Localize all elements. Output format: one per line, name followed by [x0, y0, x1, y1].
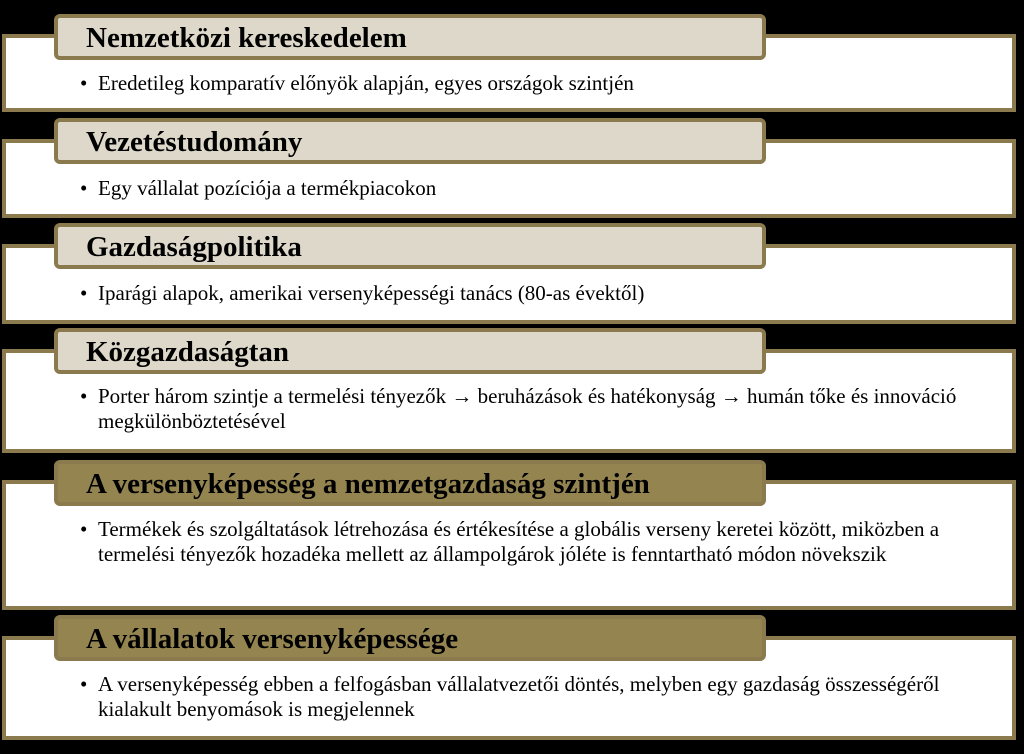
bullet-icon: •	[80, 384, 88, 408]
section-2-title: Vezetéstudomány	[86, 126, 303, 158]
bullet-icon: •	[80, 672, 88, 696]
section-1-header	[54, 14, 766, 60]
bullet-icon: •	[80, 281, 88, 305]
section-6-bullet	[80, 672, 1004, 722]
section-3-header	[54, 223, 766, 269]
section-2-text: Egy vállalat pozíciója a termékpiacokon	[98, 176, 437, 200]
section-1-text: Eredetileg komparatív előnyök alapján, egyes országok szintjén	[98, 71, 634, 95]
section-3-text: Iparági alapok, amerikai versenyképességi tanács (80-as évektől)	[98, 281, 645, 305]
section-4-bullet	[80, 384, 1004, 434]
section-2-header	[54, 118, 766, 164]
section-3-bullet	[80, 281, 1004, 306]
section-5-text: Termékek és szolgáltatások létrehozása és értékesítése a globális verseny keretei között, miközben a termelési tényezők hozadéka mellett az állampolgárok jóléte is fenntartható módon növekszik	[98, 517, 940, 566]
section-6-text: A versenyképesség ebben a felfogásban vállalatvezetői döntés, melyben egy gazdaság összességéről kialakult benyomások is megjelennek	[98, 672, 940, 721]
section-5-title: A versenyképesség a nemzetgazdaság szintjén	[86, 468, 650, 500]
section-4-title: Közgazdaságtan	[86, 336, 289, 368]
section-5-bullet	[80, 517, 1004, 567]
bullet-icon: •	[80, 71, 88, 95]
section-6-title: A vállalatok versenyképessége	[86, 623, 459, 655]
section-1-bullet	[80, 71, 1004, 96]
section-1-title: Nemzetközi kereskedelem	[86, 22, 407, 54]
section-4-header	[54, 328, 766, 374]
bullet-icon: •	[80, 176, 88, 200]
section-2-bullet	[80, 176, 1004, 201]
section-5-header	[54, 460, 766, 506]
bullet-icon: •	[80, 517, 88, 541]
section-4-text: Porter három szintje a termelési tényezők → beruházások és hatékonyság → humán tőke és innováció megkülönböztetésével	[98, 384, 957, 433]
section-3-title: Gazdaságpolitika	[86, 231, 302, 263]
section-6-header	[54, 615, 766, 661]
